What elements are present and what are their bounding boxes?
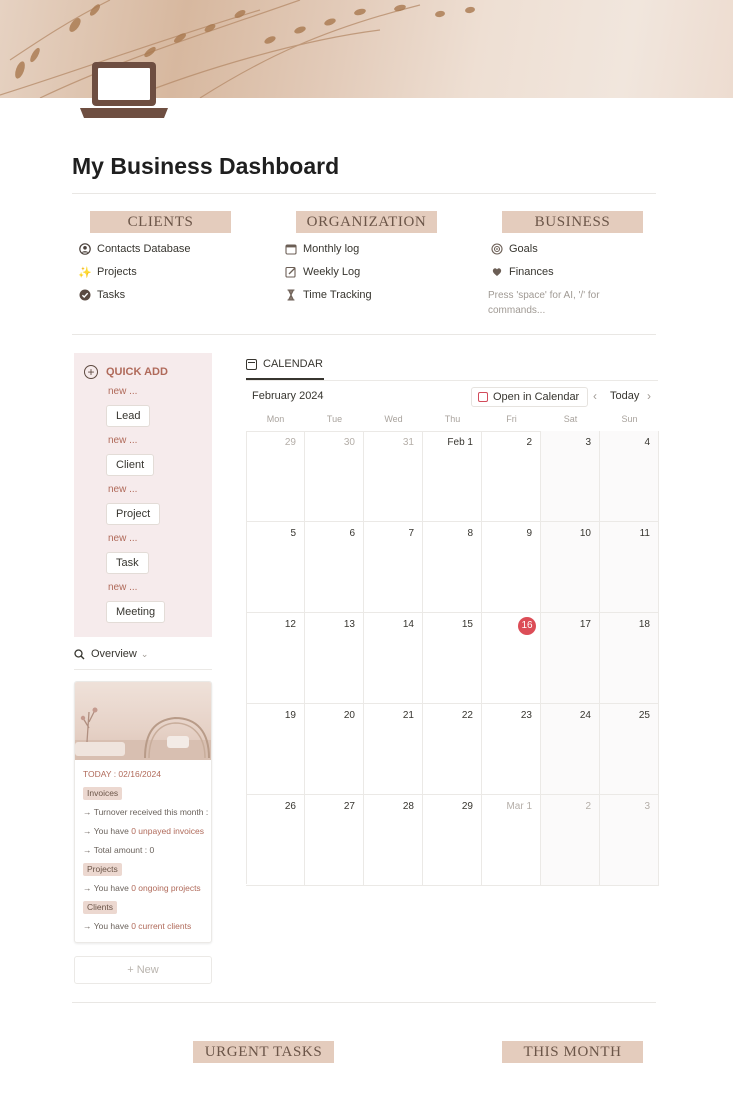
weekday-label: Mon: [266, 414, 285, 424]
link-monthly-log[interactable]: [284, 241, 359, 257]
calendar-day-cell[interactable]: [482, 795, 541, 886]
weekday-label: Wed: [384, 414, 403, 424]
hourglass-icon: [284, 288, 298, 302]
section-header-organization: ORGANIZATION: [296, 211, 437, 233]
calendar-day-cell[interactable]: [423, 795, 482, 886]
today-day-number: 16: [518, 617, 536, 635]
link-label: Goals: [509, 243, 538, 255]
calendar-month: February 2024: [252, 390, 324, 402]
today-button[interactable]: Today: [610, 390, 640, 402]
chevron-right-icon[interactable]: ›: [647, 389, 651, 403]
calendar-day-cell[interactable]: [246, 795, 305, 886]
card-text: → You have: [83, 826, 132, 836]
day-number: 9: [526, 528, 532, 539]
day-number: Feb 1: [447, 437, 473, 448]
calendar-day-cell[interactable]: [600, 613, 659, 704]
card-clients-line: [83, 921, 191, 931]
day-number: 25: [638, 710, 650, 721]
section-header-clients: CLIENTS: [90, 211, 231, 233]
weekday-label: Thu: [444, 414, 461, 424]
quick-add-label: QUICK ADD: [106, 366, 168, 378]
link-label: Projects: [97, 266, 137, 278]
overview-view-selector[interactable]: [74, 648, 148, 660]
link-label: Monthly log: [303, 243, 360, 255]
day-number: 24: [579, 710, 591, 721]
day-number: 6: [349, 528, 355, 539]
day-number: Mar 1: [506, 801, 532, 812]
day-number: 3: [644, 801, 650, 812]
tag-invoices: Invoices: [83, 787, 122, 800]
calendar-day-cell[interactable]: [600, 704, 659, 795]
divider: [246, 380, 658, 381]
new-label: new ...: [108, 484, 138, 495]
link-label: Tasks: [97, 289, 126, 301]
day-number: 3: [585, 437, 591, 448]
calendar-day-cell[interactable]: [246, 704, 305, 795]
search-icon: [74, 649, 85, 660]
card-text: → You have: [83, 883, 132, 893]
card-unpaid-line: [83, 826, 204, 836]
pencil-note-icon: [284, 265, 298, 279]
day-number: 18: [638, 619, 650, 630]
calendar-day-cell[interactable]: [364, 431, 423, 522]
weekday-label: Sat: [563, 414, 578, 424]
card-text: → You have: [83, 921, 132, 931]
calendar-day-cell[interactable]: [541, 704, 600, 795]
overview-card[interactable]: [74, 681, 212, 943]
tag-clients: Clients: [83, 901, 117, 914]
laptop-icon[interactable]: [78, 60, 170, 122]
day-number: 8: [467, 528, 473, 539]
calendar-day-cell[interactable]: [482, 522, 541, 613]
day-number: 30: [343, 437, 355, 448]
add-task-button[interactable]: Task: [106, 552, 149, 574]
tag-projects: Projects: [83, 863, 122, 876]
chevron-down-icon: ⌄: [140, 648, 149, 659]
link-time-tracking[interactable]: [284, 287, 372, 303]
sparkle-icon: ✨: [78, 266, 92, 279]
day-number: 17: [579, 619, 591, 630]
calendar-day-cell[interactable]: [305, 522, 364, 613]
day-number: 7: [408, 528, 414, 539]
day-number: 14: [402, 619, 414, 630]
new-label: new ...: [108, 435, 138, 446]
new-label: new ...: [108, 582, 138, 593]
calendar-icon: [246, 359, 257, 370]
calendar-day-cell[interactable]: [600, 795, 659, 886]
target-icon: [490, 242, 504, 256]
day-number: 26: [284, 801, 296, 812]
quick-add-panel: [74, 353, 212, 637]
link-tasks[interactable]: [78, 287, 125, 303]
open-in-calendar-button[interactable]: [471, 387, 588, 407]
calendar-day-cell[interactable]: [600, 522, 659, 613]
day-number: 23: [520, 710, 532, 721]
card-total-line: → Total amount : 0: [83, 845, 155, 855]
day-number: 4: [644, 437, 650, 448]
day-number: 13: [343, 619, 355, 630]
weekday-label: Sun: [621, 414, 638, 424]
page-title: My Business Dashboard: [72, 153, 340, 179]
day-number: 29: [461, 801, 473, 812]
calendar-day-cell[interactable]: [364, 522, 423, 613]
card-today-date: TODAY : 02/16/2024: [83, 769, 161, 779]
divider: [74, 669, 212, 670]
divider: [72, 334, 656, 335]
calendar-day-cell[interactable]: [541, 431, 600, 522]
link-contacts-database[interactable]: [78, 241, 191, 257]
link-weekly-log[interactable]: [284, 264, 360, 280]
day-number: 10: [579, 528, 591, 539]
card-highlight: 0 ongoing projects: [131, 883, 201, 893]
day-number: 15: [461, 619, 473, 630]
day-number: 21: [402, 710, 414, 721]
day-number: 28: [402, 801, 414, 812]
new-label: new ...: [108, 533, 138, 544]
calendar-day-cell[interactable]: [423, 522, 482, 613]
link-label: Weekly Log: [303, 266, 361, 278]
add-client-button[interactable]: Client: [106, 454, 154, 476]
link-projects[interactable]: [78, 264, 137, 280]
day-number: 20: [343, 710, 355, 721]
calendar-day-cell[interactable]: [423, 704, 482, 795]
link-label: Time Tracking: [303, 289, 372, 301]
weekday-label: Fri: [506, 414, 517, 424]
tab-calendar[interactable]: [246, 358, 323, 370]
link-label: Finances: [509, 266, 554, 278]
overview-label: Overview: [91, 648, 137, 660]
new-label: new ...: [108, 386, 138, 397]
calendar-day-cell[interactable]: [246, 522, 305, 613]
day-number: 31: [402, 437, 414, 448]
new-card-button[interactable]: + New: [74, 956, 212, 984]
divider: [72, 1002, 656, 1003]
card-highlight: 0 current clients: [131, 921, 192, 931]
day-number: 12: [284, 619, 296, 630]
quick-add-title: [84, 365, 168, 379]
plus-circle-icon: +: [84, 365, 98, 379]
section-header-urgent-tasks: URGENT TASKS: [193, 1041, 334, 1063]
day-number: 5: [290, 528, 296, 539]
chevron-left-icon[interactable]: ‹: [593, 389, 597, 403]
calendar-day-cell[interactable]: [305, 431, 364, 522]
day-number: 11: [639, 528, 650, 539]
calendar-day-cell[interactable]: [246, 613, 305, 704]
block-placeholder[interactable]: Press 'space' for AI, '/' for commands...: [488, 290, 600, 316]
card-projects-line: [83, 883, 201, 893]
calendar-day-cell[interactable]: [305, 704, 364, 795]
day-number: 27: [343, 801, 355, 812]
add-project-button[interactable]: Project: [106, 503, 160, 525]
section-header-business: BUSINESS: [502, 211, 643, 233]
calendar-app-icon: [478, 392, 488, 402]
calendar-day-cell[interactable]: [482, 704, 541, 795]
calendar-day-cell[interactable]: [600, 431, 659, 522]
divider: [72, 193, 656, 194]
day-number: 2: [526, 437, 532, 448]
calendar-day-cell[interactable]: [364, 704, 423, 795]
calendar-day-cell[interactable]: [482, 431, 541, 522]
calendar-day-cell[interactable]: [364, 613, 423, 704]
calendar-day-cell[interactable]: [423, 613, 482, 704]
calendar-icon: [284, 242, 298, 256]
calendar-day-cell[interactable]: [305, 613, 364, 704]
add-meeting-button[interactable]: Meeting: [106, 601, 165, 623]
calendar-day-cell[interactable]: [541, 795, 600, 886]
card-turnover-line: → Turnover received this month :: [83, 807, 209, 817]
link-finances[interactable]: [490, 264, 554, 280]
card-cover-image: [75, 682, 212, 760]
day-number: 2: [585, 801, 591, 812]
user-circle-icon: [78, 242, 92, 256]
check-circle-icon: [78, 288, 92, 302]
link-goals[interactable]: [490, 241, 538, 257]
tab-calendar-label: CALENDAR: [263, 358, 323, 370]
link-label: Contacts Database: [97, 243, 191, 255]
day-number: 29: [284, 437, 296, 448]
weekday-label: Tue: [326, 414, 343, 424]
calendar-day-cell[interactable]: [364, 795, 423, 886]
day-number: 19: [284, 710, 296, 721]
calendar-day-cell[interactable]: [541, 613, 600, 704]
calendar-day-cell[interactable]: [305, 795, 364, 886]
section-header-this-month: THIS MONTH: [502, 1041, 643, 1063]
heart-hand-icon: [490, 265, 504, 279]
day-number: 22: [461, 710, 473, 721]
calendar-day-cell[interactable]: [541, 522, 600, 613]
calendar-day-cell[interactable]: [246, 431, 305, 522]
open-in-calendar-label: Open in Calendar: [493, 391, 580, 403]
calendar-day-cell[interactable]: [482, 613, 541, 704]
calendar-day-cell[interactable]: [423, 431, 482, 522]
card-highlight: 0 unpayed invoices: [131, 826, 204, 836]
add-lead-button[interactable]: Lead: [106, 405, 150, 427]
